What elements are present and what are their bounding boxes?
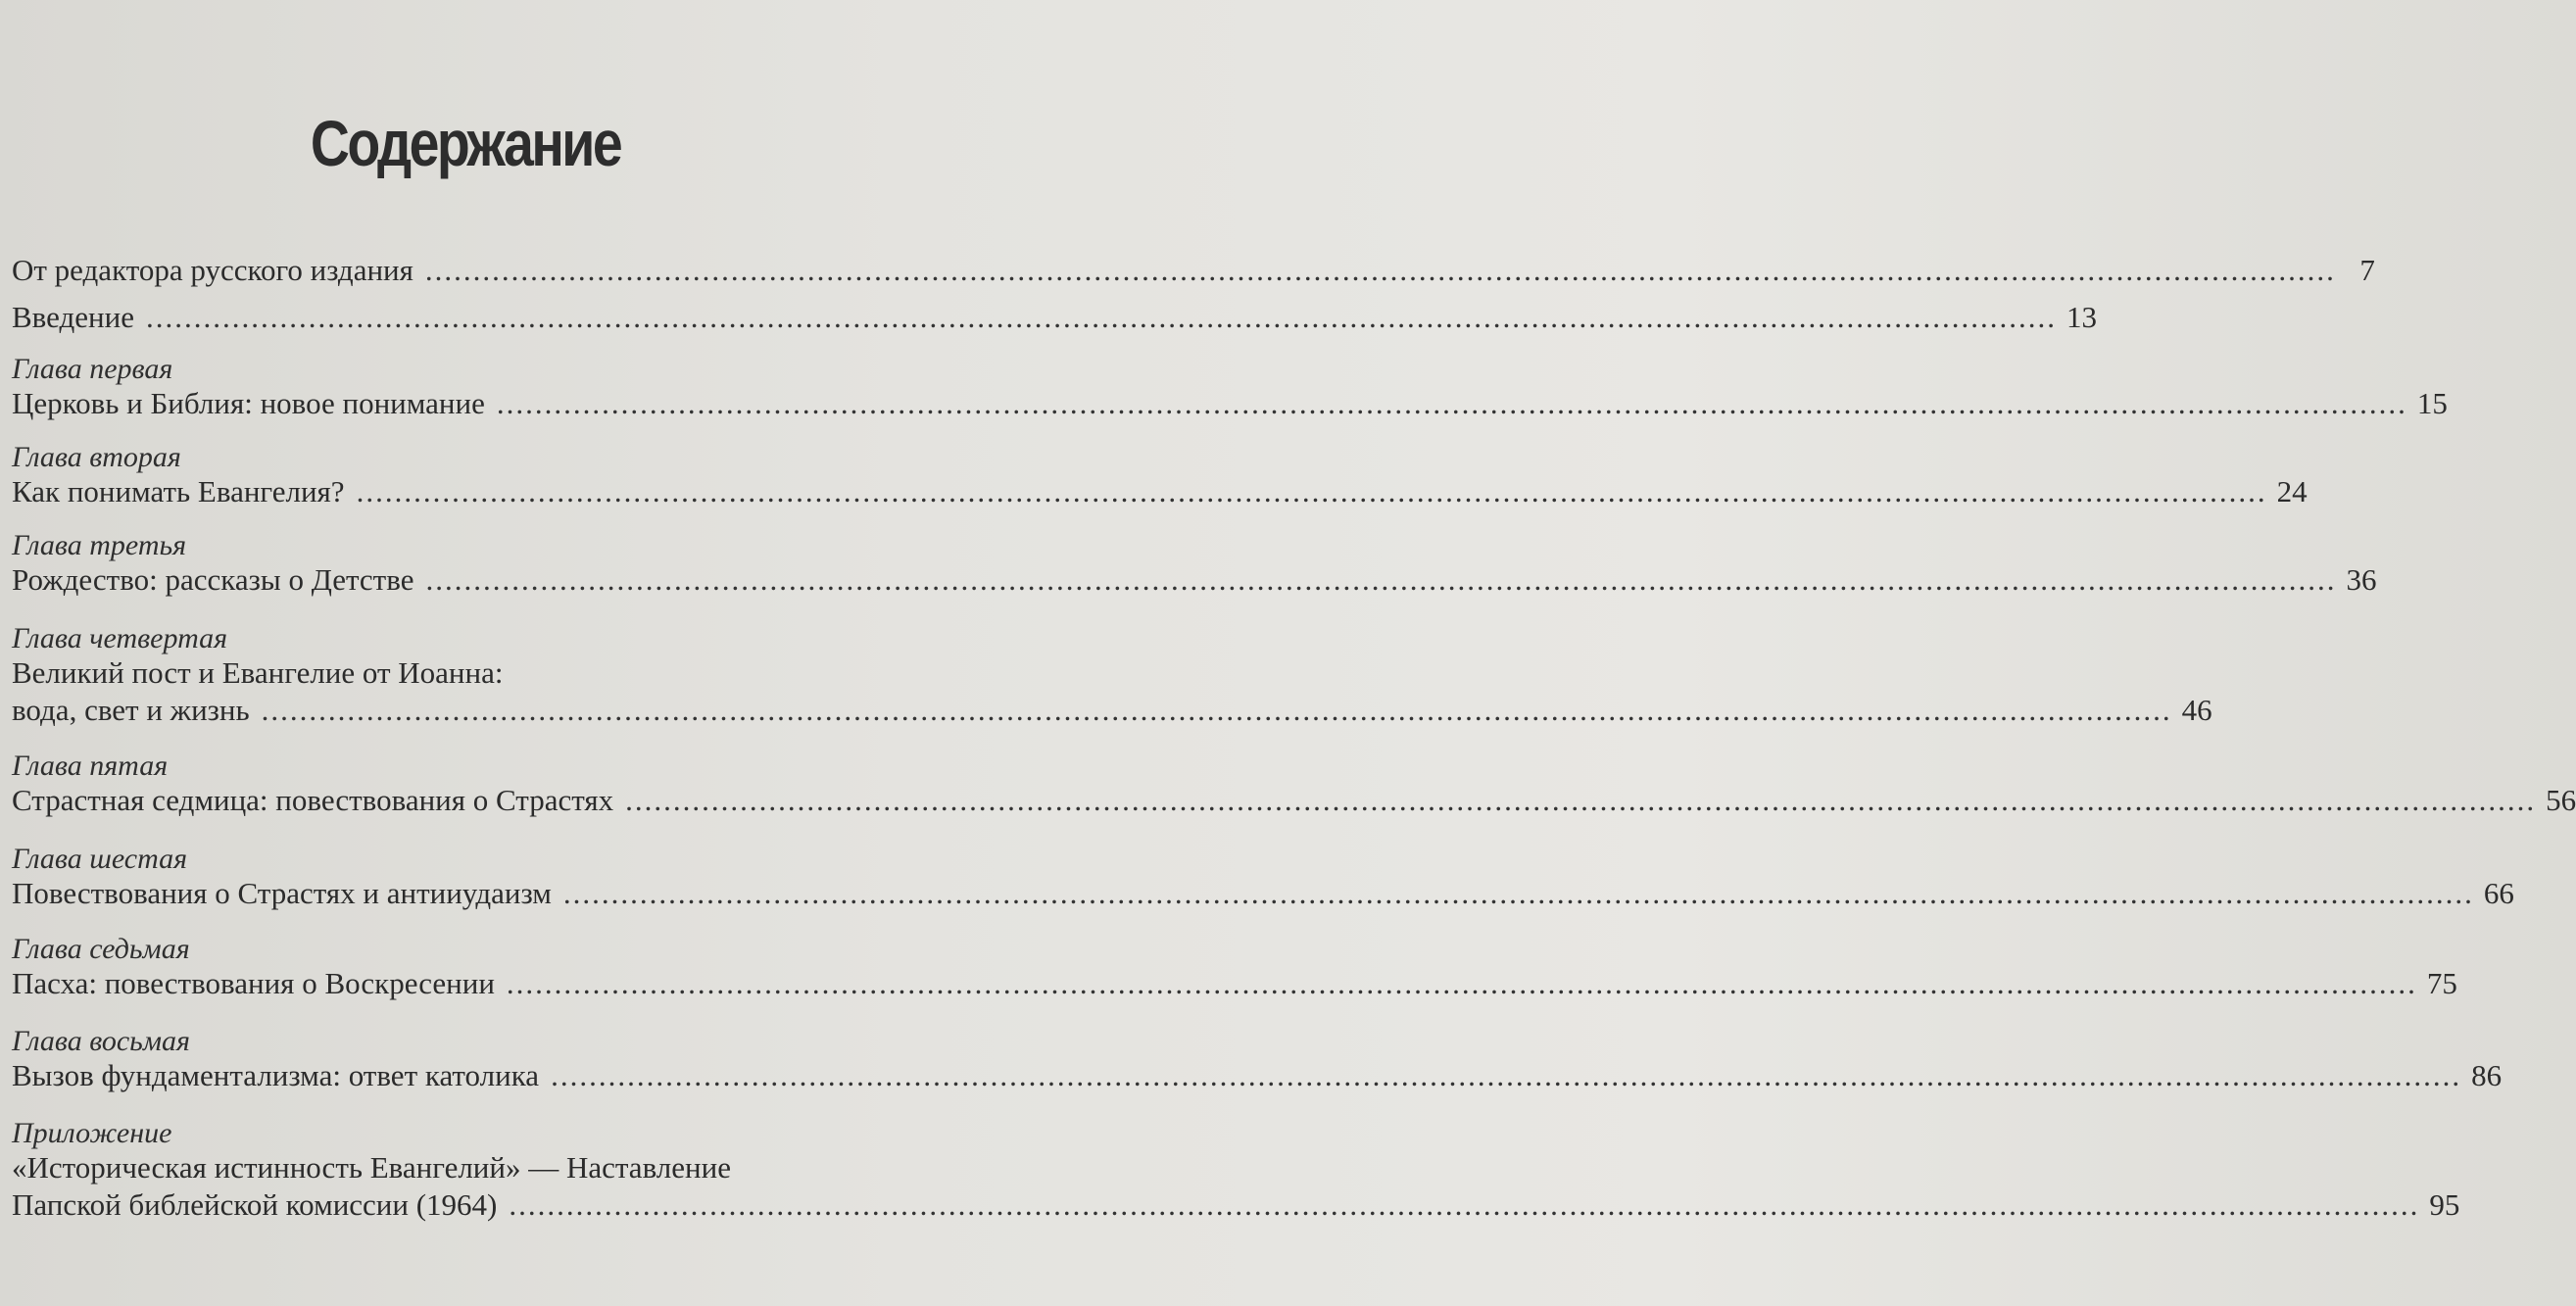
toc-page-number: 46 <box>2181 693 2212 727</box>
dot-leader: ........................................................................................................................................................................................................ <box>509 1187 2420 1222</box>
dot-leader: ........................................................................................................................................................................................................ <box>562 876 2474 910</box>
toc-page-number: 7 <box>2359 253 2375 287</box>
toc-entry-title-continued: вода, свет и жизнь <box>12 693 250 727</box>
toc-entry-title: «Историческая истинность Евангелий» — Наставление <box>12 1150 731 1185</box>
toc-entry-appendix <box>12 1117 2460 1225</box>
chapter-label: Приложение <box>12 1117 172 1149</box>
toc-entry-chapter-5 <box>12 750 2576 820</box>
toc-entry-editor-note <box>12 253 2375 290</box>
chapter-label: Глава восьмая <box>12 1025 190 1057</box>
chapter-label: Глава шестая <box>12 843 188 875</box>
toc-entry-chapter-6 <box>12 843 2514 913</box>
toc-line <box>12 693 2212 730</box>
toc-entry-chapter-7 <box>12 933 2457 1003</box>
toc-line <box>12 253 2375 290</box>
toc-entry-chapter-2 <box>12 441 2308 511</box>
chapter-label: Глава вторая <box>12 441 181 473</box>
chapter-label: Глава третья <box>12 529 187 561</box>
dot-leader: ........................................................................................................................................................................................................ <box>506 966 2417 1000</box>
chapter-label: Глава первая <box>12 353 173 385</box>
toc-page-number: 24 <box>2276 474 2308 508</box>
toc-entry-chapter-8 <box>12 1025 2503 1095</box>
toc-entry-introduction <box>12 300 2097 337</box>
toc-page-number: 95 <box>2429 1187 2460 1222</box>
dot-leader: ........................................................................................................................................................................................................ <box>261 693 2172 727</box>
toc-page-number: 13 <box>2066 300 2097 334</box>
toc-entry-title: Великий пост и Евангелие от Иоанна: <box>12 655 504 690</box>
toc-page-number: 15 <box>2416 386 2448 420</box>
toc-entry-chapter-1 <box>12 353 2448 423</box>
toc-line <box>12 474 2308 511</box>
toc-line <box>12 562 2377 600</box>
toc-line <box>12 300 2097 337</box>
chapter-label: Глава пятая <box>12 750 169 782</box>
dot-leader: ........................................................................................................................................................................................................ <box>145 300 2057 334</box>
toc-entry-title: Вызов фундаментализма: ответ католика <box>12 1058 540 1092</box>
toc-page-number: 66 <box>2483 876 2514 910</box>
toc-entry-title: Повествования о Страстях и антииудаизм <box>12 876 552 910</box>
toc-entry-title: Пасха: повествования о Воскресении <box>12 966 495 1000</box>
dot-leader: ........................................................................................................................................................................................................ <box>424 253 2336 287</box>
chapter-label: Глава четвертая <box>12 622 228 654</box>
toc-page-number: 56 <box>2546 783 2576 817</box>
chapter-label: Глава седьмая <box>12 933 190 965</box>
toc-entry-title: Страстная седмица: повествования о Страстях <box>12 783 614 817</box>
page-title: Содержание <box>310 107 621 179</box>
dot-leader: ........................................................................................................................................................................................................ <box>425 562 2337 597</box>
dot-leader: ........................................................................................................................................................................................................ <box>551 1058 2462 1092</box>
toc-page-number: 36 <box>2346 562 2377 597</box>
toc-entry-title: Введение <box>12 300 134 334</box>
toc-page-number: 75 <box>2426 966 2457 1000</box>
toc-line <box>12 1058 2503 1095</box>
toc-line <box>12 655 911 693</box>
dot-leader: ........................................................................................................................................................................................................ <box>625 783 2537 817</box>
toc-entry-title: Рождество: рассказы о Детстве <box>12 562 414 597</box>
toc-line <box>12 876 2514 913</box>
dot-leader: ........................................................................................................................................................................................................ <box>356 474 2267 508</box>
toc-line <box>12 783 2576 820</box>
toc-line <box>12 1187 2460 1225</box>
toc-entry-title: Церковь и Библия: новое понимание <box>12 386 485 420</box>
toc-line <box>12 1150 911 1187</box>
dot-leader: ........................................................................................................................................................................................................ <box>496 386 2407 420</box>
toc-entry-title-continued: Папской библейской комиссии (1964) <box>12 1187 498 1222</box>
toc-entry-title: От редактора русского издания <box>12 253 413 287</box>
toc-entry-chapter-3 <box>12 529 2377 600</box>
toc-line <box>12 386 2448 423</box>
toc-entry-title: Как понимать Евангелия? <box>12 474 345 508</box>
toc-entry-chapter-4 <box>12 622 2212 730</box>
toc-page-number: 86 <box>2471 1058 2503 1092</box>
toc-line <box>12 966 2457 1003</box>
